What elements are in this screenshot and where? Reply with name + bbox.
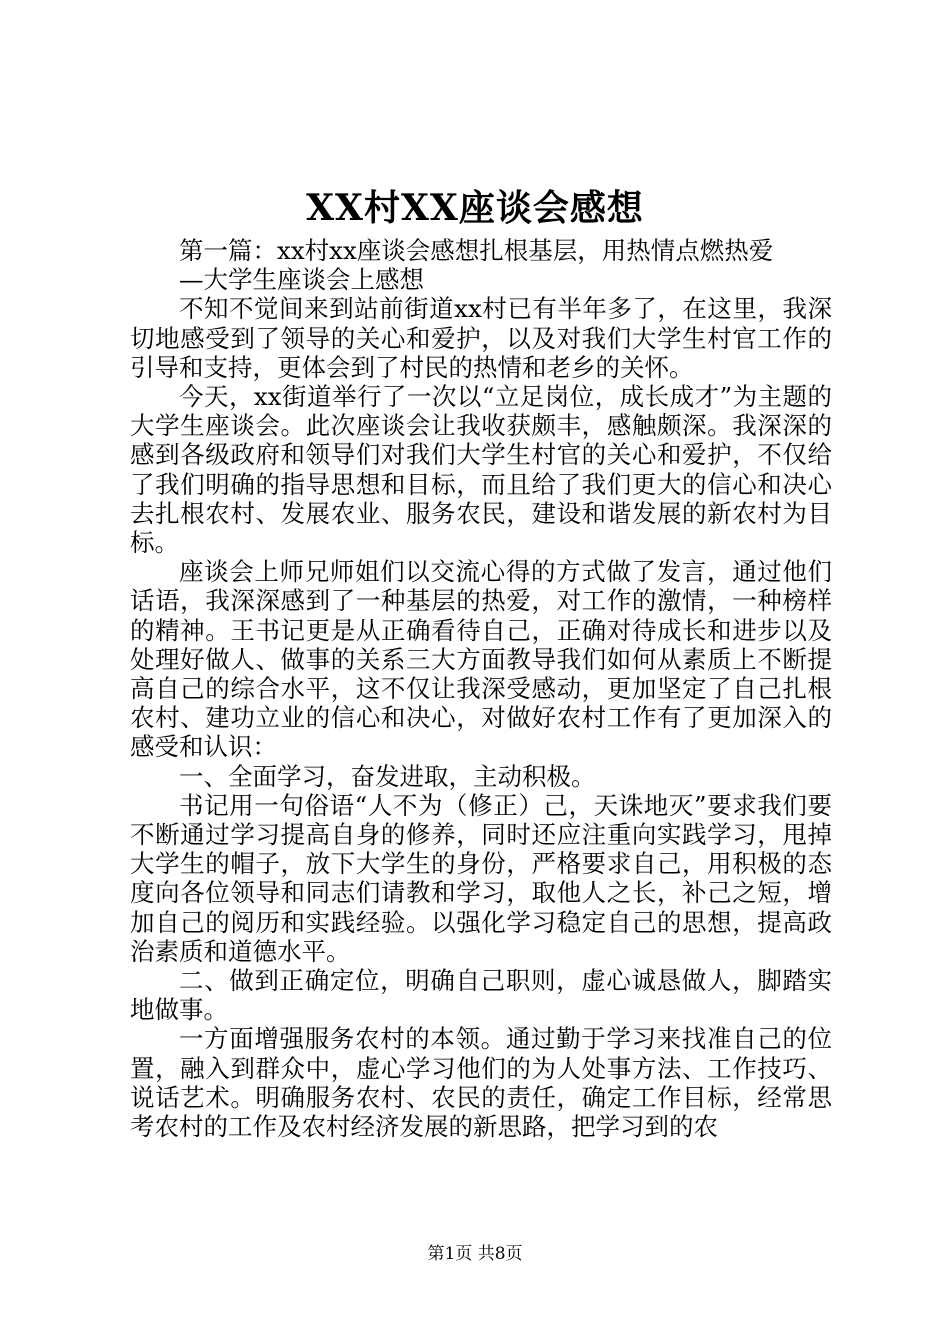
body-paragraph: 书记用一句俗语“人不为（修正）己，天诛地灭”要求我们要不断通过学习提高自身的修养，同时还应注重向实践学习，甩掉大学生的帽子，放下大学生的身份，严格要求自己，用积极的态度向各位领导和同志们请教和学习，取他人之长，补己之短，增加自己的阅历和实践经验。以强化学习稳定自己的思想，提高政治素质和道德水平。 — [130, 790, 832, 966]
document-title: XX村XX座谈会感想 — [306, 187, 644, 229]
body-paragraph: 一方面增强服务农村的本领。通过勤于学习来找准自己的位置，融入到群众中，虚心学习他们的为人处事方法、工作技巧、说话艺术。明确服务农村、农民的责任，确定工作目标，经常思考农村的工作及农村经济发展的新思路，把学习到的农 — [130, 1024, 832, 1142]
section-heading: 第一篇：xx村xx座谈会感想扎根基层，用热情点燃热爱 — [179, 236, 774, 265]
point-heading-2: 二、做到正确定位，明确自己职则，虚心诚恳做人，脚踏实地做事。 — [130, 966, 832, 1025]
body-paragraph: 不知不觉间来到站前街道xx村已有半年多了，在这里，我深切地感受到了领导的关心和爱护，以及对我们大学生村官工作的引导和支持，更体会到了村民的热情和老乡的关怀。 — [130, 294, 832, 382]
document-body — [130, 236, 832, 1141]
point-heading-1: 一、全面学习，奋发进取，主动积极。 — [179, 761, 596, 791]
section-subheading: —大学生座谈会上感想 — [179, 265, 424, 295]
page-footer: 第1页 共8页 — [427, 1244, 523, 1264]
body-paragraph: 今天，xx街道举行了一次以“立足岗位，成长成才”为主题的大学生座谈会。此次座谈会让我收获颇丰，感触颇深。我深深的感到各级政府和领导们对我们大学生村官的关心和爱护，不仅给了我们明确的指导思想和目标，而且给了我们更大的信心和决心去扎根农村、发展农业、服务农民，建设和谐发展的新农村为目标。 — [130, 382, 832, 558]
body-paragraph: 座谈会上师兄师姐们以交流心得的方式做了发言，通过他们话语，我深深感到了一种基层的热爱，对工作的激情，一种榜样的精神。王书记更是从正确看待自己，正确对待成长和进步以及处理好做人、做事的关系三大方面教导我们如何从素质上不断提高自己的综合水平，这不仅让我深受感动，更加坚定了自己扎根农村、建功立业的信心和决心，对做好农村工作有了更加深入的感受和认识： — [130, 557, 832, 762]
